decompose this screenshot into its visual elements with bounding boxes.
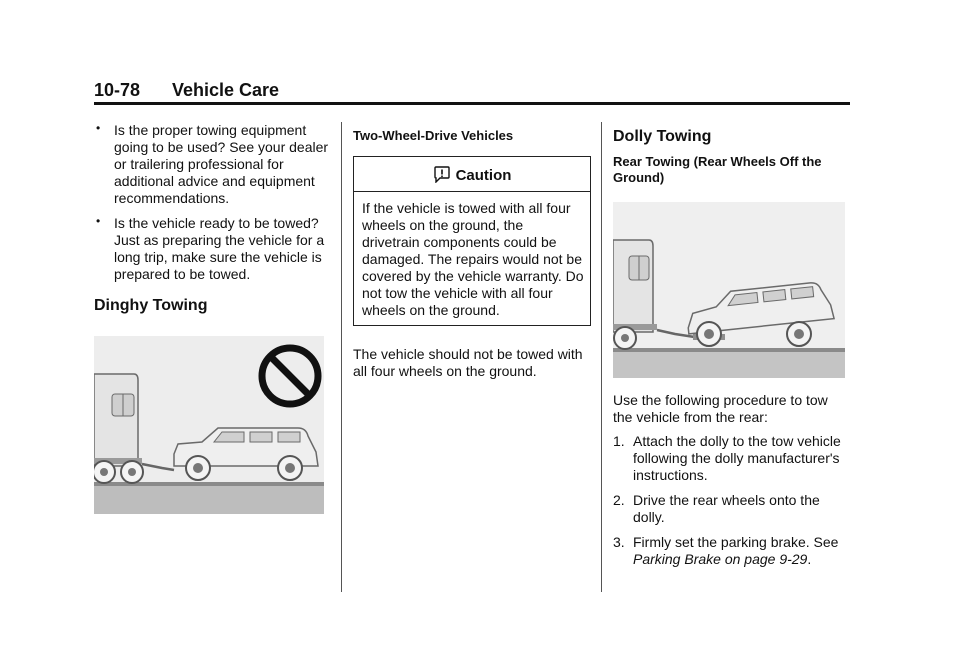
step-number: 3. — [613, 534, 625, 550]
cross-reference-link[interactable]: Parking Brake on page 9-29 — [633, 551, 808, 567]
page-header — [94, 80, 279, 101]
bullet-icon: • — [96, 121, 101, 135]
column-divider — [601, 122, 602, 592]
list-item — [94, 215, 332, 283]
caution-header — [354, 157, 590, 192]
caution-title: Caution — [455, 167, 512, 184]
step-number: 2. — [613, 492, 625, 508]
step-text: Firmly set the parking brake. See — [633, 534, 839, 550]
paragraph: Use the following procedure to tow the vehicle from the rear: — [613, 392, 828, 425]
section-heading: Dinghy Towing — [94, 297, 208, 314]
bullet-text: Is the proper towing equipment going to be used? See your dealer or trailering professional for additional advice and equipment recommendations. — [114, 122, 329, 206]
step-text: Drive the rear wheels onto the dolly. — [633, 492, 820, 525]
list-item — [613, 433, 851, 484]
page-number: 10-78 — [94, 80, 141, 100]
section-heading: Dolly Towing — [613, 128, 712, 145]
section-title: Vehicle Care — [172, 80, 280, 100]
step-number: 1. — [613, 433, 625, 449]
bullet-text: Is the vehicle ready to be towed? Just as preparing the vehicle for a long trip, make sure the vehicle is prepared to be towed. — [114, 215, 325, 282]
paragraph: The vehicle should not be towed with all four wheels on the ground. — [353, 346, 583, 379]
list-item — [613, 534, 851, 568]
subheading: Two-Wheel-Drive Vehicles — [353, 128, 514, 143]
header-rule — [94, 102, 850, 105]
column-divider — [341, 122, 342, 592]
list-item — [94, 122, 332, 207]
column-middle — [353, 122, 591, 380]
bullet-icon: • — [96, 214, 101, 228]
list-item — [613, 492, 851, 526]
caution-box — [353, 156, 591, 326]
column-right — [613, 122, 851, 576]
step-text-suffix: . — [807, 551, 812, 567]
caution-body: If the vehicle is towed with all four wheels on the ground, the drivetrain components could be damaged. The repairs would not be covered by the vehicle warranty. Do not tow the vehicle with all four wheels on the ground. — [362, 200, 584, 318]
step-text: Attach the dolly to the tow vehicle following the dolly manufacturer's instructions. — [633, 433, 841, 483]
dinghy-towing-prohibited-illustration — [94, 336, 324, 514]
caution-icon — [433, 165, 451, 183]
procedure-list — [613, 433, 851, 568]
column-left — [94, 122, 332, 514]
dolly-towing-illustration — [613, 202, 845, 378]
subheading: Rear Towing (Rear Wheels Off the Ground) — [613, 154, 822, 185]
